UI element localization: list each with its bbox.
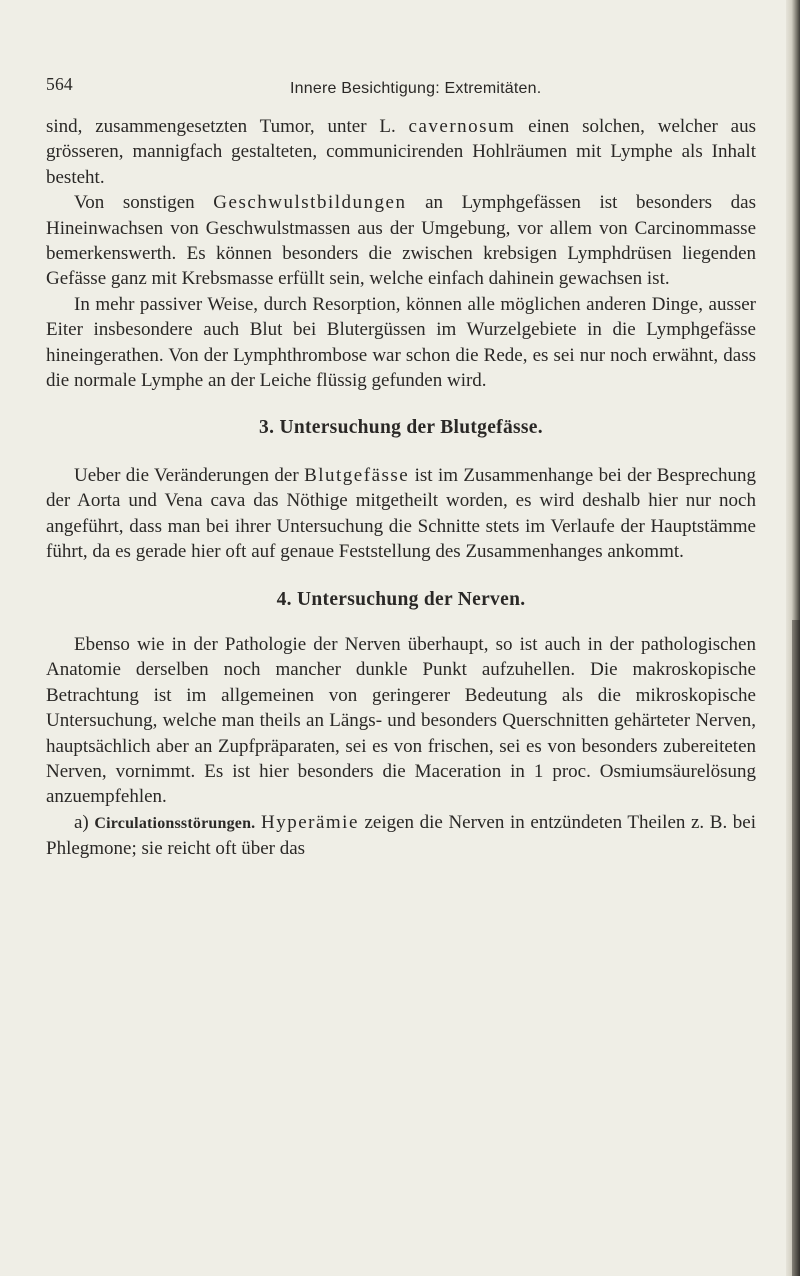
paragraph-cavernosum [46, 114, 756, 190]
paragraph-nerven: Ebenso wie in der Pathologie der Nerven überhaupt, so ist auch in der pathologischen Anatomie derselben noch mancher dunkle Punkt aufzuhellen. Die makroskopische Betrachtung ist im allgemeinen von geringerer Bedeutung als die mikroskopische Untersuchung, welche man theils an Längs- und besonders Querschnitten gehärteter Nerven, hauptsächlich aber an Zupfpräparaten, sei es von frischen, sei es von besonders zubereiteten Nerven, vornimmt. Es ist hier besonders die Maceration in 1 proc. Osmiumsäurelösung anzuempfehlen. [46, 633, 756, 808]
text-run: Von sonstigen [74, 192, 214, 214]
list-marker: a) [74, 811, 95, 833]
emphasis-term: cavernosum [408, 116, 516, 137]
paragraph-circulation [46, 810, 756, 862]
text-run: ist im Zusammenhange bei der Besprechung der Aorta und Vena cava das Nöthige mitgetheilt worden, es wird deshalb hier nur noch angeführt, dass man bei ihrer Untersuchung die Schnitte stets im Verlaufe der Hauptstämme führt, da es gerade hier oft auf genaue Feststellung des Zusammenhanges ankommt. [46, 464, 756, 563]
running-head: Innere Besichtigung: Extremitäten. [290, 80, 542, 97]
text-run: sind, zusammengesetzten Tumor, unter L. [46, 116, 409, 137]
paragraph-geschwulst [46, 190, 756, 292]
text-run: einen solchen, welcher aus grösseren, mannigfach gestalteten, communicirenden Hohlräumen mit Lymphe als Inhalt besteht. [46, 116, 756, 188]
emphasis-term: Hyperämie [260, 811, 359, 833]
emphasis-term: Geschwulstbildungen [213, 192, 407, 214]
text-run: zeigen die Nerven in entzündeten Theilen z. B. bei Phlegmone; sie reicht oft über das [46, 811, 756, 860]
section-heading-blutgefaesse: 3. Untersuchung der Blutgefässe. [259, 417, 543, 439]
paragraph-resorption: In mehr passiver Weise, durch Resorption, können alle möglichen anderen Dinge, ausser Eiter insbesondere auch Blut bei Blutergüssen im Wurzelgebiete in die Lymphgefässe hineingerathen. Von der Lymphthrombose war schon die Rede, es sei nur noch erwähnt, dass die normale Lymphe an der Leiche flüssig gefunden wird. [46, 293, 756, 392]
section-heading-nerven: 4. Untersuchung der Nerven. [276, 588, 526, 610]
emphasis-term: Blutgefässe [304, 464, 410, 486]
binding-shadow [792, 620, 800, 1276]
page-number: 564 [46, 74, 73, 94]
subsection-label: Circulationsstörungen. [94, 814, 256, 832]
page-body [46, 114, 756, 862]
text-run: Ueber die Veränderungen der [74, 464, 305, 486]
paragraph-blutgefaesse [46, 463, 756, 565]
text-run: an Lymphgefässen ist besonders das Hineinwachsen von Geschwulstmassen aus der Umgebung, vor allem von Carcinommasse bemerkenswerth. Es können besonders die zwischen krebsigen Lymphdrüsen liegenden Gefässe ganz mit Krebsmasse erfüllt sein, welche einfach dahinein gewachsen ist. [46, 192, 756, 290]
